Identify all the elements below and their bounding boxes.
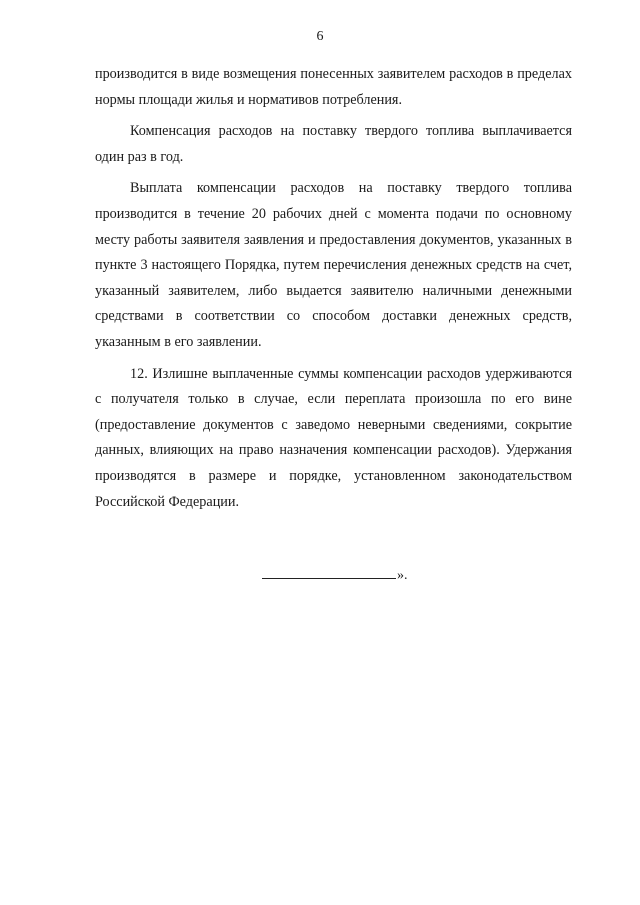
- closing-quote-mark: ».: [397, 568, 408, 583]
- document-body: [95, 62, 572, 515]
- page-number: 6: [316, 29, 324, 44]
- closing-rule: [262, 578, 396, 579]
- paragraph-4: 12. Излишне выплаченные суммы компенсации расходов удерживаются с получателя только в случае, если переплата произошла по его вине (предоставление документов с заведомо неверными сведениями, сокрытие данных, влияющих на право назначения компенсации расходов). Удержания производятся в размере и порядке, установленном законодательством Российской Федерации.: [95, 365, 572, 510]
- paragraph-2: Компенсация расходов на поставку твердого топлива выплачивается один раз в год.: [95, 123, 572, 165]
- closing-line: [262, 568, 408, 584]
- paragraph-1: производится в виде возмещения понесенных заявителем расходов в пределах нормы площади жилья и нормативов потребления.: [95, 66, 572, 108]
- paragraph-3: Выплата компенсации расходов на поставку твердого топлива производится в течение 20 рабочих дней с момента подачи по основному месту работы заявителя заявления и предоставления документов, указанных в пункте 3 настоящего Порядка, путем перечисления денежных средств на счет, указанный заявителем, либо выдается заявителю наличными денежными средствами в соответствии со способом доставки денежных средств, указанным в его заявлении.: [95, 180, 572, 350]
